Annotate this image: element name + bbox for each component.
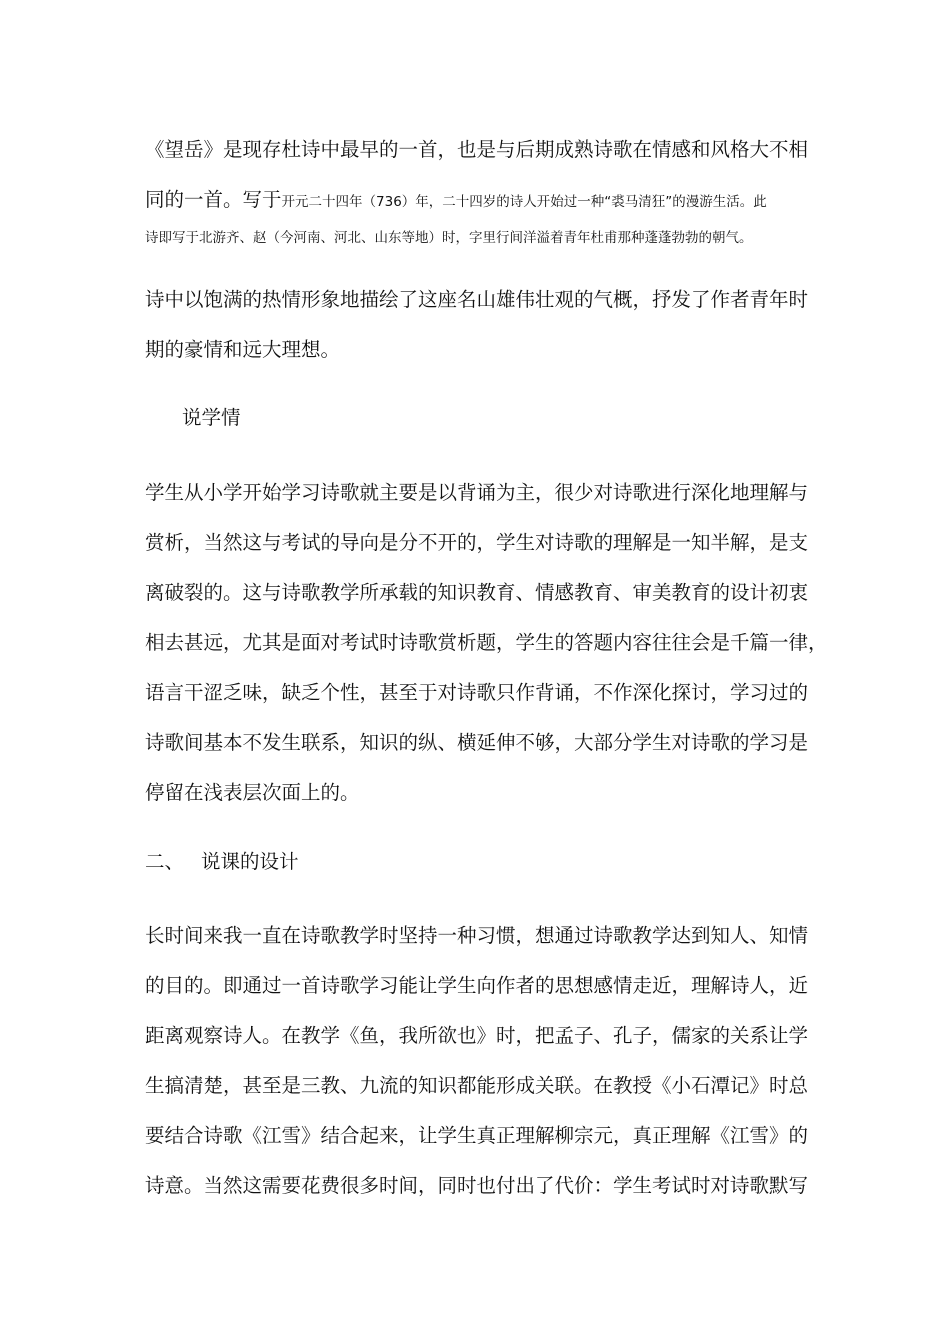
section-heading-2-text: 说课的设计 [201,850,299,873]
section-heading-2-number: 二、 [145,850,185,873]
paragraph-3-line-1: 学生从小学开始学习诗歌就主要是以背诵为主，很少对诗歌进行深化地理解与 [145,481,809,504]
paragraph-2-line-1: 诗中以饱满的热情形象地描绘了这座名山雄伟壮观的气概，抒发了作者青年时 [145,288,809,311]
paragraph-3-line-2: 赏析，当然这与考试的导向是分不开的，学生对诗歌的理解是一知半解，是支 [145,531,809,554]
paragraph-1-line-2 [145,187,767,215]
paragraph-3-line-7: 停留在浅表层次面上的。 [145,781,360,804]
paragraph-4-line-2: 的目的。即通过一首诗歌学习能让学生向作者的思想感情走近，理解诗人，近 [145,974,809,997]
paragraph-1-line-1: 《望岳》是现存杜诗中最早的一首，也是与后期成熟诗歌在情感和风格大不相 [145,138,809,161]
section-heading-xueqing: 说学情 [182,406,241,429]
paragraph-1-line-2-small: 开元二十四年（736）年，二十四岁的诗人开始过一种“裘马清狂”的漫游生活。此 [281,194,767,210]
paragraph-1-line-3: 诗即写于北游齐、赵（今河南、河北、山东等地）时，字里行间洋溢着青年杜甫那种蓬蓬勃勃的朝气。 [145,230,753,246]
paragraph-4-line-1: 长时间来我一直在诗歌教学时坚持一种习惯，想通过诗歌教学达到知人、知情 [145,924,809,947]
paragraph-4-line-4: 生搞清楚，甚至是三教、九流的知识都能形成关联。在教授《小石潭记》时总 [145,1074,809,1097]
paragraph-1-line-2-main: 同的一首。写于 [145,188,282,211]
paragraph-3-line-6: 诗歌间基本不发生联系，知识的纵、横延伸不够，大部分学生对诗歌的学习是 [145,731,809,754]
paragraph-3-line-3: 离破裂的。这与诗歌教学所承载的知识教育、情感教育、审美教育的设计初衷 [145,581,809,604]
paragraph-4-line-3: 距离观察诗人。在教学《鱼，我所欲也》时，把孟子、孔子，儒家的关系让学 [145,1024,809,1047]
paragraph-4-line-6: 诗意。当然这需要花费很多时间，同时也付出了代价：学生考试时对诗歌默写 [145,1174,809,1197]
paragraph-4-line-5: 要结合诗歌《江雪》结合起来，让学生真正理解柳宗元，真正理解《江雪》的 [145,1124,809,1147]
paragraph-3-line-5: 语言干涩乏味，缺乏个性，甚至于对诗歌只作背诵，不作深化探讨，学习过的 [145,681,809,704]
paragraph-3-line-4: 相去甚远，尤其是面对考试时诗歌赏析题，学生的答题内容往往会是千篇一律， [145,631,828,654]
paragraph-2-line-2: 期的豪情和远大理想。 [145,338,341,361]
